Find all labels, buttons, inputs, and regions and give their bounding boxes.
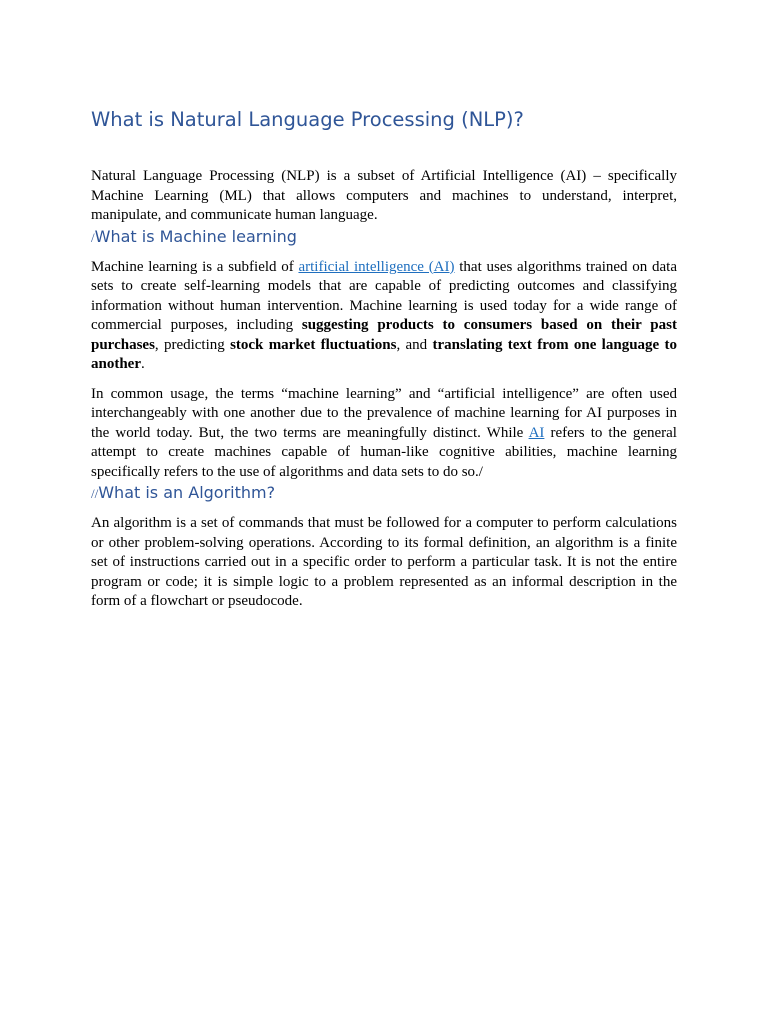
machine-learning-heading-text: What is Machine learning: [94, 226, 297, 246]
ai-link[interactable]: AI: [528, 424, 545, 441]
machine-learning-paragraph-1: [91, 258, 677, 375]
text-run: .: [141, 356, 145, 372]
text-run: , and: [396, 336, 433, 353]
text-run: refers to the general attempt to create machines capable of human-like cognitive abilities, machine learning specifically refers to the use of algorithms and data sets to do so./: [91, 424, 677, 480]
machine-learning-heading: [91, 226, 677, 249]
artificial-intelligence-link[interactable]: artificial intelligence (AI): [298, 258, 455, 275]
nlp-paragraph: Natural Language Processing (NLP) is a subset of Artificial Intelligence (AI) – specifically Machine Learning (ML) that allows computers and machines to understand, interpret, manipulate, and communicate human language.: [91, 168, 677, 223]
text-run: , predicting: [154, 336, 231, 353]
machine-learning-paragraph-2: [91, 385, 677, 483]
text-run: Machine learning is a subfield of: [91, 258, 299, 275]
bold-text-translating: translating text from one language to another: [91, 336, 677, 372]
document-body: [91, 106, 677, 612]
document-title: What is Natural Language Processing (NLP)?: [91, 108, 524, 131]
bold-text-suggesting-products: suggesting products to consumers based on their past purchases: [91, 317, 677, 353]
algorithm-heading: [91, 482, 677, 505]
text-run: In common usage, the terms “machine learning” and “artificial intelligence” are often used interchangeably with one another due to the prevalence of machine learning for AI purposes in the world today. But, the two terms are meaningfully distinct. While: [91, 385, 677, 441]
algorithm-heading-text: What is an Algorithm?: [98, 483, 276, 502]
text-run: that uses algorithms trained on data sets to create self-learning models that are capable of predicting outcomes and classifying information without human intervention. Machine learning is used today for a wide range of commercial purposes, including: [91, 258, 677, 333]
algorithm-paragraph: An algorithm is a set of commands that must be followed for a computer to perform calculations or other problem-solving operations. According to its formal definition, an algorithm is a finite set of instructions carried out in a specific order to perform a particular task. It is not the entire program or code; it is simple logic to a problem represented as an informal description in the form of a flowchart or pseudocode.: [91, 515, 677, 609]
heading-prefix: //: [91, 486, 99, 501]
heading-prefix: /: [91, 229, 95, 245]
bold-text-stock-market: stock market fluctuations: [230, 336, 397, 353]
